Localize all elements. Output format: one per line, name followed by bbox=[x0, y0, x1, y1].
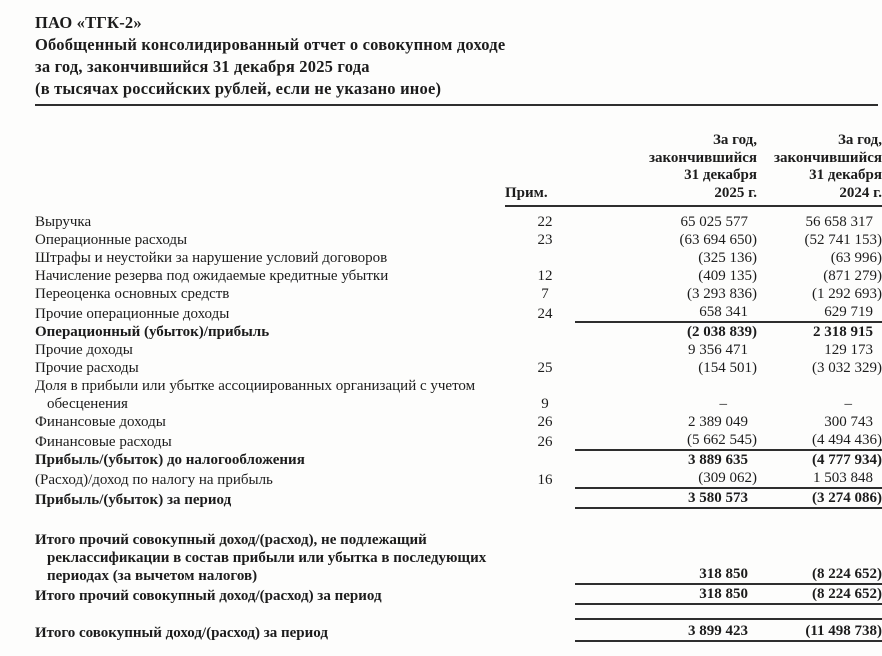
column-header-line: закончившийся bbox=[773, 149, 882, 166]
column-header-2024 bbox=[757, 132, 882, 202]
company-name: ПАО «ТГК-2» bbox=[35, 13, 142, 32]
table-row bbox=[35, 213, 882, 231]
value-2024: 129 173 bbox=[824, 342, 873, 358]
column-header-line: закончившийся bbox=[648, 149, 757, 166]
row-values bbox=[575, 231, 882, 249]
table-row bbox=[35, 323, 882, 341]
column-header-line: 2024 г. bbox=[839, 184, 882, 201]
notes-column-header: Прим. bbox=[505, 184, 548, 201]
table-row bbox=[35, 249, 882, 267]
value-2025: 2 389 049 bbox=[688, 414, 748, 430]
row-values bbox=[575, 213, 882, 231]
value-2025: 3 889 635 bbox=[688, 452, 748, 468]
row-values bbox=[575, 249, 882, 267]
document-header bbox=[0, 0, 882, 100]
value-2025: 658 341 bbox=[699, 304, 748, 320]
value-2024: 629 719 bbox=[824, 304, 873, 320]
row-values bbox=[575, 267, 882, 285]
table-row bbox=[35, 618, 882, 642]
row-values bbox=[575, 341, 882, 359]
value-2024: (8 224 652) bbox=[812, 586, 882, 602]
value-2025: (5 662 545) bbox=[687, 432, 757, 448]
value-2024: (3 274 086) bbox=[812, 490, 882, 506]
row-label: Прочие доходы bbox=[35, 342, 133, 358]
table-row bbox=[35, 341, 882, 359]
note-reference: 24 bbox=[537, 306, 553, 322]
table-row bbox=[35, 377, 882, 413]
row-values bbox=[575, 489, 882, 509]
row-label: (Расход)/доход по налогу на прибыль bbox=[35, 472, 273, 488]
row-values bbox=[575, 585, 882, 605]
note-reference: 9 bbox=[541, 396, 549, 412]
row-values bbox=[575, 618, 882, 642]
value-2024: (4 777 934) bbox=[812, 452, 882, 468]
value-2024: 2 318 915 bbox=[813, 324, 873, 340]
row-label: Переоценка основных средств bbox=[35, 286, 230, 302]
currency-note: (в тысячах российских рублей, если не указано иное) bbox=[35, 79, 442, 98]
note-reference: 12 bbox=[537, 268, 553, 284]
table-row bbox=[35, 469, 882, 489]
table-row bbox=[35, 303, 882, 323]
column-header-line: 31 декабря bbox=[684, 167, 757, 183]
value-2024: (871 279) bbox=[823, 268, 882, 284]
row-label: Итого совокупный доход/(расход) за период bbox=[35, 625, 328, 641]
row-label: Штрафы и неустойки за нарушение условий договоров bbox=[35, 250, 388, 266]
header-divider bbox=[35, 104, 878, 106]
value-2024: 1 503 848 bbox=[813, 470, 873, 486]
value-2024: (52 741 153) bbox=[804, 232, 882, 248]
value-2025: (154 501) bbox=[698, 360, 757, 376]
value-2025: (3 293 836) bbox=[687, 286, 757, 302]
value-2024: 300 743 bbox=[824, 414, 873, 430]
row-label: Выручка bbox=[35, 214, 92, 230]
column-header-line: За год, bbox=[837, 132, 882, 148]
note-reference: 25 bbox=[537, 360, 553, 376]
table-row bbox=[35, 413, 882, 431]
value-2025: 65 025 577 bbox=[680, 214, 748, 230]
value-2024: 56 658 317 bbox=[805, 214, 873, 230]
table-column-headers bbox=[35, 132, 882, 207]
value-2024: (4 494 436) bbox=[812, 432, 882, 448]
row-values bbox=[575, 285, 882, 303]
column-header-line: 31 декабря bbox=[809, 167, 882, 183]
table-row bbox=[35, 359, 882, 377]
row-label: Прибыль/(убыток) до налогообложения bbox=[35, 452, 305, 468]
row-values bbox=[575, 431, 882, 451]
table-row bbox=[35, 231, 882, 249]
row-values bbox=[575, 359, 882, 377]
note-reference: 23 bbox=[537, 232, 553, 248]
value-2025: 3 580 573 bbox=[688, 490, 748, 506]
row-values bbox=[575, 323, 882, 341]
row-label: Операционные расходы bbox=[35, 232, 188, 248]
row-label: Прибыль/(убыток) за период bbox=[35, 492, 232, 508]
note-reference: 22 bbox=[537, 214, 553, 230]
value-2024: – bbox=[844, 396, 852, 412]
row-values bbox=[575, 413, 882, 431]
value-2025: (325 136) bbox=[698, 250, 757, 266]
row-label: Начисление резерва под ожидаемые кредитные убытки bbox=[35, 268, 389, 284]
row-label: Итого прочий совокупный доход/(расход) за период bbox=[35, 588, 382, 604]
column-headers-underlined bbox=[505, 132, 882, 207]
note-reference: 26 bbox=[537, 414, 553, 430]
row-label: Финансовые расходы bbox=[35, 434, 172, 450]
label-column-spacer bbox=[35, 132, 505, 207]
note-reference: 16 bbox=[537, 472, 553, 488]
value-2025: 318 850 bbox=[699, 586, 748, 602]
value-2024: (63 996) bbox=[830, 250, 882, 266]
row-values bbox=[575, 303, 882, 323]
table-row bbox=[35, 489, 882, 509]
row-values bbox=[575, 395, 882, 413]
value-2025: 9 356 471 bbox=[688, 342, 748, 358]
value-2024: (1 292 693) bbox=[812, 286, 882, 302]
note-reference: 26 bbox=[537, 434, 553, 450]
row-values bbox=[575, 565, 882, 585]
value-2025: (2 038 839) bbox=[687, 324, 757, 340]
column-header-2025 bbox=[575, 132, 757, 202]
value-2025: – bbox=[719, 396, 727, 412]
row-label: Прочие расходы bbox=[35, 360, 139, 376]
report-title: Обобщенный консолидированный отчет о совокупном доходе bbox=[35, 35, 506, 54]
row-label: Итого прочий совокупный доход/(расход), не подлежащий реклассификации в состав прибыли или убытка в последующих периодах (за вычетом налогов) bbox=[35, 532, 487, 584]
column-header-line: За год, bbox=[712, 132, 757, 148]
report-period: за год, закончившийся 31 декабря 2025 года bbox=[35, 57, 370, 76]
table-row bbox=[35, 451, 882, 469]
table-row bbox=[35, 531, 882, 585]
value-2025: (309 062) bbox=[698, 470, 757, 486]
note-reference: 7 bbox=[541, 286, 549, 302]
value-2025: 318 850 bbox=[699, 566, 748, 582]
table-row bbox=[35, 431, 882, 451]
row-label: Прочие операционные доходы bbox=[35, 306, 230, 322]
table-row bbox=[35, 267, 882, 285]
value-2025: (63 694 650) bbox=[679, 232, 757, 248]
row-label: Операционный (убыток)/прибыль bbox=[35, 324, 270, 340]
value-2024: (11 498 738) bbox=[805, 623, 882, 639]
value-2025: 3 899 423 bbox=[688, 623, 748, 639]
row-values bbox=[575, 469, 882, 489]
table-row bbox=[35, 585, 882, 605]
row-values bbox=[575, 451, 882, 469]
value-2025: (409 135) bbox=[698, 268, 757, 284]
table-row bbox=[35, 285, 882, 303]
row-label: Финансовые доходы bbox=[35, 414, 166, 430]
value-2024: (3 032 329) bbox=[812, 360, 882, 376]
value-2024: (8 224 652) bbox=[812, 566, 882, 582]
row-label: Доля в прибыли или убытке ассоциированных организаций с учетом обесценения bbox=[35, 378, 476, 412]
table-body bbox=[35, 207, 882, 642]
column-header-line: 2025 г. bbox=[714, 184, 757, 201]
